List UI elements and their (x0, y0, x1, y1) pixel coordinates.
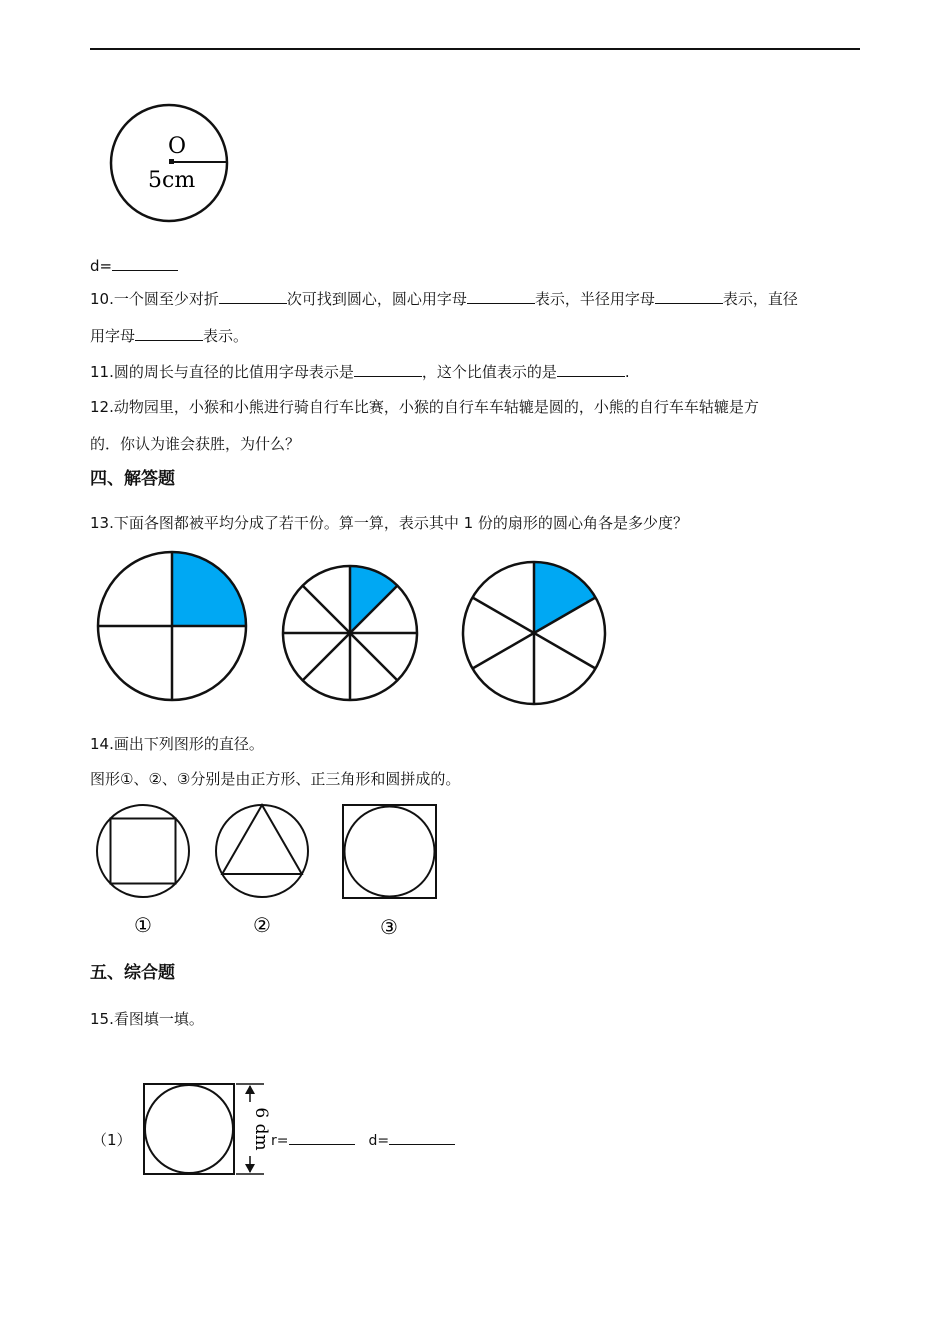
dimension-label: 6 dm (251, 1107, 271, 1151)
divider-line (534, 633, 595, 669)
circle-with-triangle (216, 805, 308, 897)
q14-figures (90, 798, 450, 948)
answer-blank[interactable] (655, 289, 723, 304)
q15-sub-label: （1） (92, 1131, 132, 1149)
shaded-sector (534, 562, 595, 633)
r-label: r= (271, 1133, 289, 1149)
square-circle-dimension-figure (138, 1078, 273, 1183)
q10-text: 表示，半径用字母 (534, 290, 655, 308)
q13-pie-figures (90, 548, 620, 708)
q10-text: 表示。 (203, 327, 249, 345)
divider-line (303, 586, 350, 633)
q11-line (90, 362, 630, 382)
q11-text: ，这个比值表示的是 (421, 363, 557, 381)
header-rule (90, 48, 860, 50)
pie-6-parts (463, 562, 605, 704)
q12-line2: 的．你认为谁会获胜，为什么？ (90, 435, 301, 453)
answer-blank[interactable] (289, 1130, 355, 1145)
answer-blank[interactable] (389, 1130, 455, 1145)
section-heading-5: 五、综合题 (90, 963, 175, 983)
section-heading-4: 四、解答题 (90, 469, 175, 489)
q15-text: 15.看图填一填。 (90, 1010, 204, 1028)
answer-blank[interactable] (557, 362, 625, 377)
divider-line (473, 598, 534, 634)
center-label: O (168, 134, 187, 159)
q11-text: . (624, 363, 630, 381)
answer-blank[interactable] (112, 256, 178, 271)
q13-text: 13.下面各图都被平均分成了若干份。算一算，表示其中 1 份的扇形的圆心角各是多少度？ (90, 514, 688, 532)
d-label: d= (368, 1133, 390, 1149)
circle-radius-figure (104, 100, 234, 230)
q11-text: 11.圆的周长与直径的比值用字母表示是 (90, 363, 354, 381)
answer-blank[interactable] (467, 289, 535, 304)
radius-label: 5cm (148, 168, 196, 193)
figure-label-2: ② (253, 913, 271, 937)
answer-blank[interactable] (219, 289, 287, 304)
q10-line2 (90, 326, 248, 346)
pie-4-parts (98, 552, 246, 700)
q10-text: 用字母 (90, 327, 136, 345)
shaded-sector (350, 566, 397, 633)
square-with-circle (343, 805, 436, 898)
divider-line (473, 633, 534, 669)
q10-text: 表示，直径 (722, 290, 798, 308)
q9-answer-line (90, 256, 178, 276)
arrow-up-icon (245, 1085, 255, 1094)
arrow-down-icon (245, 1164, 255, 1173)
divider-line (350, 633, 397, 680)
inner-circle (145, 1085, 233, 1173)
q10-line1 (90, 289, 798, 309)
circle-with-square (97, 805, 189, 897)
q15-answer-line (271, 1130, 455, 1151)
q14-line2: 图形①、②、③分别是由正方形、正三角形和圆拼成的。 (90, 770, 461, 788)
q12-line1: 12.动物园里，小猴和小熊进行骑自行车比赛，小猴的自行车车轱辘是圆的，小熊的自行车车轱辘是方 (90, 398, 759, 416)
figure-label-3: ③ (380, 915, 398, 939)
q14-line1: 14.画出下列图形的直径。 (90, 735, 264, 753)
divider-line (303, 633, 350, 680)
figure-label-1: ① (134, 913, 152, 937)
pie-8-parts (283, 566, 417, 700)
q10-text: 10.一个圆至少对折 (90, 290, 219, 308)
q10-text: 次可找到圆心，圆心用字母 (286, 290, 467, 308)
answer-blank[interactable] (135, 326, 203, 341)
answer-blank[interactable] (354, 362, 422, 377)
d-label: d= (90, 257, 113, 275)
